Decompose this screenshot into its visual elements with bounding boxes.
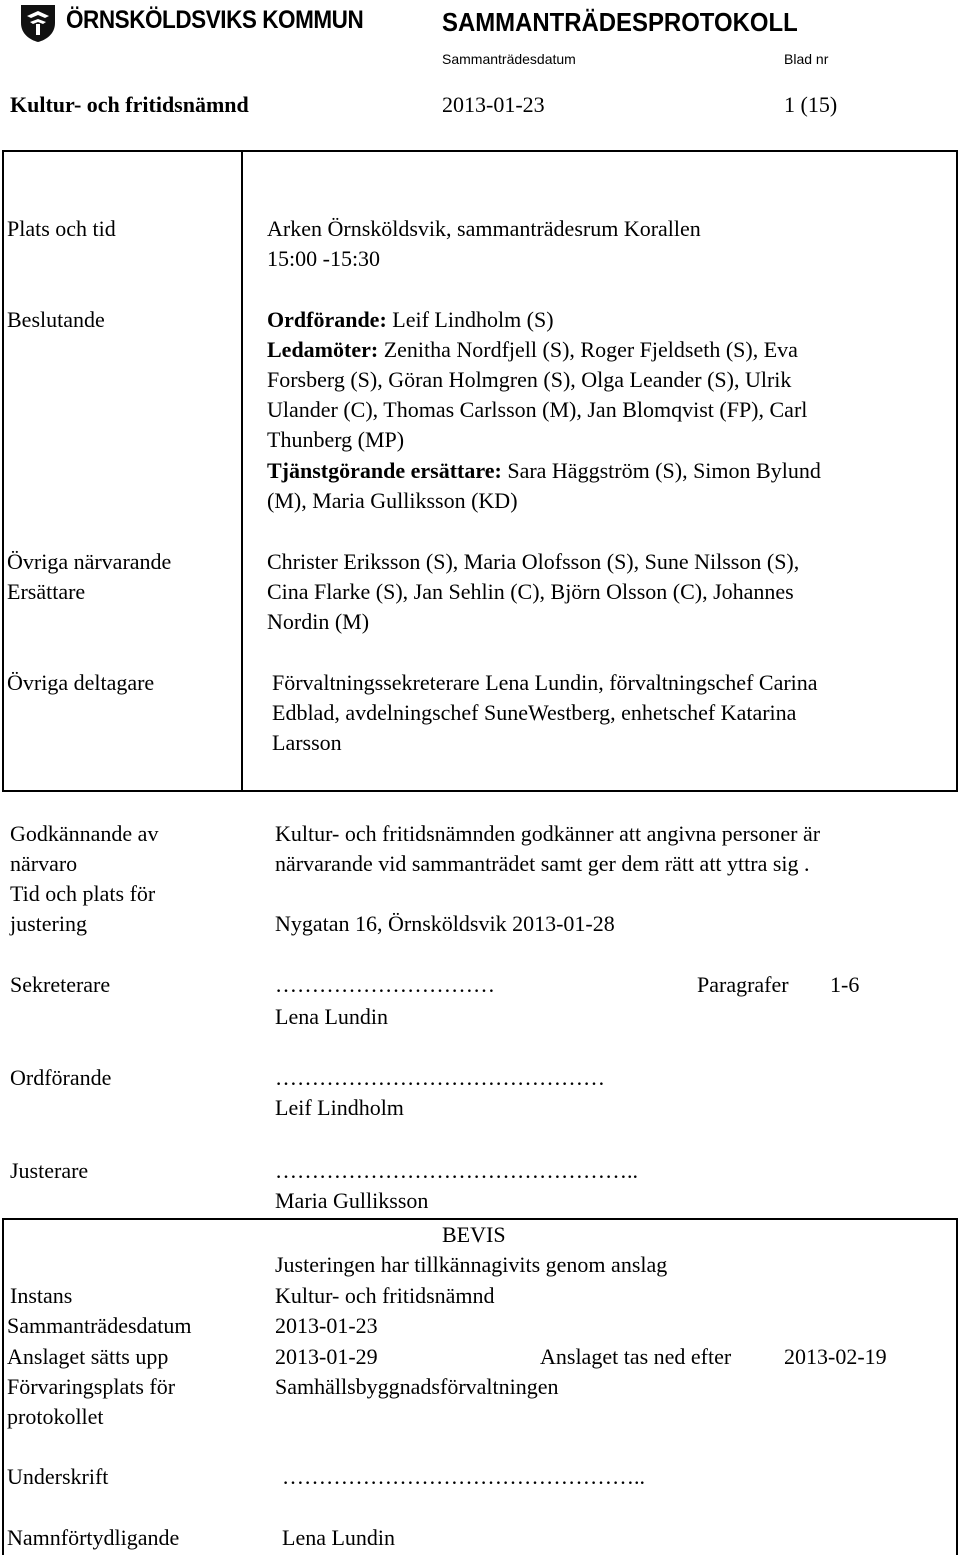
place-label: Plats och tid xyxy=(7,216,116,241)
certificate-subtitle: Justeringen har tillkännagivits genom anslag xyxy=(275,1252,668,1277)
substitutes-text: Sara Häggström (S), Simon Bylund xyxy=(501,458,821,483)
name-clarification-label: Namnförtydligande xyxy=(7,1525,180,1550)
page-number: 1 (15) xyxy=(784,92,838,117)
participants-label: Övriga deltagare xyxy=(7,670,155,695)
removed-label: Anslaget tas ned efter xyxy=(540,1344,732,1369)
chair-line xyxy=(267,305,554,335)
participants-line: Edblad, avdelningschef SuneWestberg, enhetschef Katarina xyxy=(272,700,797,725)
posted-value: 2013-01-29 xyxy=(275,1344,378,1369)
adjuster-name: Maria Gulliksson xyxy=(275,1188,429,1213)
committee-name: Kultur- och fritidsnämnd xyxy=(10,92,249,117)
meeting-box-divider xyxy=(241,150,243,792)
coat-of-arms-icon xyxy=(18,3,58,43)
members-line xyxy=(267,335,798,365)
others-label: Övriga närvarande xyxy=(7,549,172,574)
approval-text: Kultur- och fritidsnämnden godkänner att angivna personer är xyxy=(275,821,821,846)
paragraphs-label: Paragrafer xyxy=(697,972,789,997)
adjust-value: Nygatan 16, Örnsköldsvik 2013-01-28 xyxy=(275,911,615,936)
meeting-date-value: 2013-01-23 xyxy=(275,1313,378,1338)
place-line: Arken Örnsköldsvik, sammanträdesrum Korallen xyxy=(267,216,701,241)
storage-label: protokollet xyxy=(7,1404,104,1429)
document-title: SAMMANTRÄDESPROTOKOLL xyxy=(442,7,798,37)
paragraphs-value: 1-6 xyxy=(830,972,860,997)
removed-value: 2013-02-19 xyxy=(784,1344,887,1369)
name-clarification-value: Lena Lundin xyxy=(282,1525,396,1550)
date-caption: Sammanträdesdatum xyxy=(442,51,576,67)
substitutes-line xyxy=(267,456,821,486)
certificate-title: BEVIS xyxy=(442,1222,506,1247)
storage-value: Samhällsbyggnadsförvaltningen xyxy=(275,1374,559,1399)
certificate-signature-line: ………………………………………….. xyxy=(282,1464,645,1489)
page-caption: Blad nr xyxy=(784,51,829,67)
meeting-date-label: Sammanträdesdatum xyxy=(7,1313,192,1338)
members-text: Zenitha Nordfjell (S), Roger Fjeldseth (S), Eva xyxy=(378,337,798,362)
chair-signature-label: Ordförande xyxy=(10,1065,112,1090)
approval-text: närvarande vid sammanträdet samt ger dem rätt att yttra sig . xyxy=(275,851,810,876)
secretary-label: Sekreterare xyxy=(10,972,111,997)
participants-line: Larsson xyxy=(272,730,342,755)
adjust-label: justering xyxy=(10,911,87,936)
members-line: Ulander (C), Thomas Carlsson (M), Jan Blomqvist (FP), Carl xyxy=(267,397,808,422)
meeting-date: 2013-01-23 xyxy=(442,92,545,117)
others-line: Cina Flarke (S), Jan Sehlin (C), Björn Olsson (C), Johannes xyxy=(267,579,794,604)
org-name: ÖRNSKÖLDSVIKS KOMMUN xyxy=(66,6,364,34)
approval-label: närvaro xyxy=(10,851,78,876)
substitutes-line: (M), Maria Gulliksson (KD) xyxy=(267,488,518,513)
participants-line: Förvaltningssekreterare Lena Lundin, förvaltningschef Carina xyxy=(272,670,818,695)
storage-label: Förvaringsplats för xyxy=(7,1374,176,1399)
secretary-name: Lena Lundin xyxy=(275,1004,389,1029)
members-line: Forsberg (S), Göran Holmgren (S), Olga Leander (S), Ulrik xyxy=(267,367,792,392)
chair-signature-name: Leif Lindholm xyxy=(275,1095,404,1120)
instance-label: Instans xyxy=(10,1283,73,1308)
substitutes-label: Tjänstgörande ersättare: xyxy=(267,458,502,483)
others-line: Christer Eriksson (S), Maria Olofsson (S), Sune Nilsson (S), xyxy=(267,549,800,574)
secretary-signature-line: ………………………… xyxy=(275,972,495,997)
others-line: Nordin (M) xyxy=(267,609,370,634)
chair-signature-line: ……………………………………… xyxy=(275,1065,605,1090)
members-label: Ledamöter: xyxy=(267,337,379,362)
instance-value: Kultur- och fritidsnämnd xyxy=(275,1283,495,1308)
signature-label: Underskrift xyxy=(7,1464,109,1489)
adjuster-label: Justerare xyxy=(10,1158,89,1183)
chair-name: Leif Lindholm (S) xyxy=(386,307,554,332)
adjust-label: Tid och plats för xyxy=(10,881,156,906)
approval-label: Godkännande av xyxy=(10,821,159,846)
chair-label: Ordförande: xyxy=(267,307,387,332)
members-line: Thunberg (MP) xyxy=(267,427,405,452)
substitutes-label-left: Ersättare xyxy=(7,579,86,604)
posted-label: Anslaget sätts upp xyxy=(7,1344,169,1369)
time-line: 15:00 -15:30 xyxy=(267,246,381,271)
adjuster-signature-line: ………………………………………….. xyxy=(275,1158,638,1183)
decision-label: Beslutande xyxy=(7,307,105,332)
municipality-logo xyxy=(18,3,58,43)
